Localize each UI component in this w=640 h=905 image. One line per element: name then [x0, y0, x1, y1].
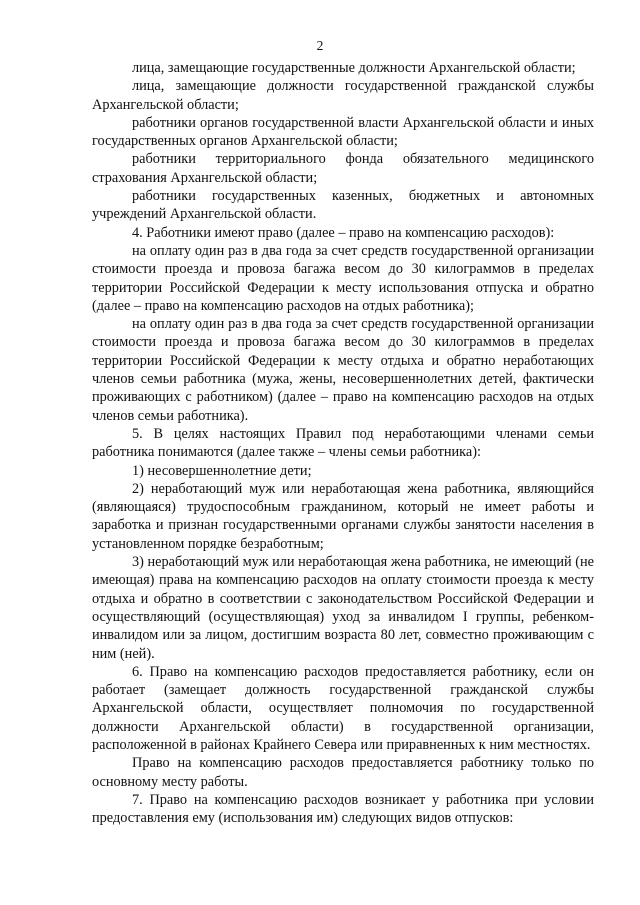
paragraph-6: 4. Работники имеют право (далее – право на компенсацию расходов): [132, 224, 555, 241]
paragraph-2: лица, замещающие должности государственной гражданской службы Архангельской области; [92, 78, 594, 113]
paragraph-11: 2) неработающий муж или неработающая жена работника, являющийся (являющаяся) трудоспособным гражданином, который не имеет работы и заработка и признан государственными органами службы занятости населения в установленном порядке безработным; [92, 480, 594, 552]
paragraph-15: 7. Право на компенсацию расходов возникает у работника при условии предоставления ему (использования им) следующих видов отпусков: [92, 791, 594, 827]
paragraph-8: на оплату один раз в два года за счет средств государственной организации стоимости проезда и провоза багажа весом до 30 килограммов в пределах территории Российской Федерации к месту отдыха и обратно неработающих членов семьи работника (мужа, жены, несовершеннолетних детей, фактически проживающих с работником) (далее – право на компенсацию расходов на отдых членов семьи работника). [92, 316, 594, 424]
paragraph-13: 6. Право на компенсацию расходов предоставляется работнику, если он работает (замещает должность государственной гражданской службы Архангельской области, осуществляет полномочия по государственной должности Архангельской области) в государственной организации, расположенной в районах Крайнего Севера или приравненных к ним местностях. [92, 663, 594, 753]
paragraph-7: на оплату один раз в два года за счет средств государственной организации стоимости проезда и провоза багажа весом до 30 килограммов в пределах территории Российской Федерации к месту использования отпуска и обратно (далее – право на компенсацию расходов на отдых работника); [92, 242, 594, 314]
paragraph-1: лица, замещающие государственные должности Архангельской области; [132, 60, 576, 76]
paragraph-3: работники органов государственной власти Архангельской области и иных государственных органов Архангельской области; [92, 114, 594, 150]
page-number: 2 [316, 38, 324, 53]
document-body [92, 59, 594, 827]
paragraph-9: 5. В целях настоящих Правил под неработающими членами семьи работника понимаются (далее также – члены семьи работника): [92, 425, 594, 461]
paragraph-12: 3) неработающий муж или неработающая жена работника, не имеющий (не имеющая) права на компенсацию расходов на оплату стоимости проезда к месту отдыха и обратно в соответствии с законодательством Российской Федерации и осуществляющий (осуществляющая) уход за инвалидом I группы, ребенком-инвалидом или за лицом, достигшим возраста 80 лет, совместно проживающим с ним (ней). [92, 554, 594, 662]
paragraph-5: работники государственных казенных, бюджетных и автономных учреждений Архангельской области. [92, 188, 594, 223]
paragraph-10: 1) несовершеннолетние дети; [132, 462, 312, 479]
paragraph-4: работники территориального фонда обязательного медицинского страхования Архангельской области; [92, 151, 594, 186]
paragraph-14: Право на компенсацию расходов предоставляется работнику только по основному месту работы. [92, 755, 594, 790]
